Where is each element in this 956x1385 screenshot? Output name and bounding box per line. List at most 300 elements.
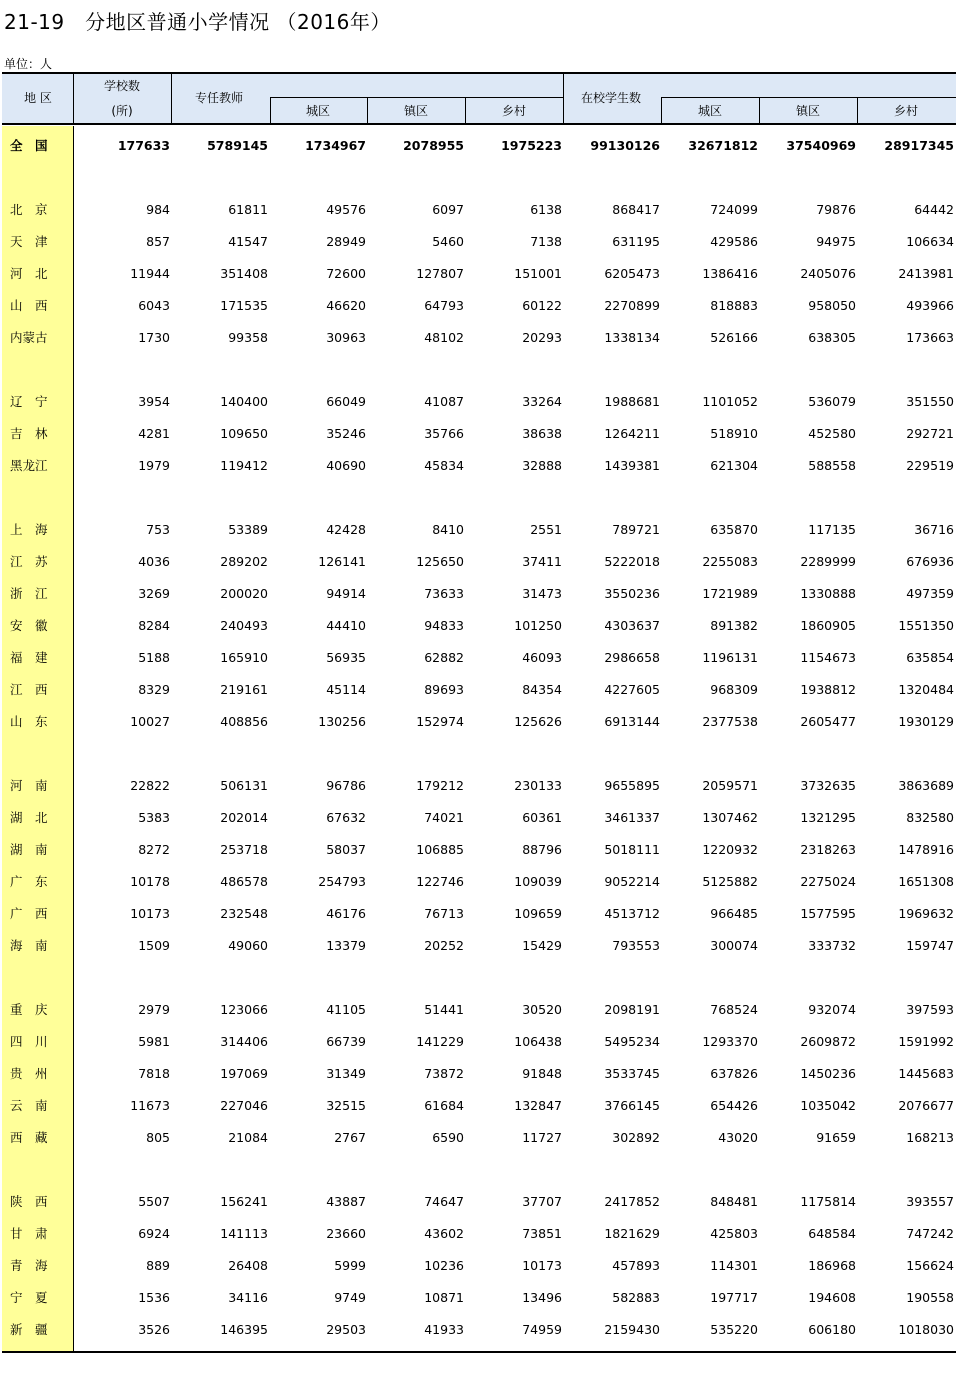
value-cell: 99358 (228, 330, 268, 345)
value-cell: 621304 (710, 458, 758, 473)
region-cell: 河 南 (10, 778, 48, 793)
value-cell: 125626 (514, 714, 562, 729)
value-cell: 48102 (424, 330, 464, 345)
value-cell: 40690 (326, 458, 366, 473)
value-cell: 232548 (220, 906, 268, 921)
header-teachers-urban: 城区 (305, 104, 331, 118)
value-cell: 74021 (424, 810, 464, 825)
value-cell: 857 (146, 234, 170, 249)
value-cell: 1988681 (604, 394, 660, 409)
value-cell: 23660 (326, 1226, 366, 1241)
value-cell: 35766 (424, 426, 464, 441)
value-cell: 3533745 (604, 1066, 660, 1081)
value-cell: 10173 (130, 906, 170, 921)
value-cell: 37411 (522, 554, 562, 569)
value-cell: 1386416 (702, 266, 758, 281)
value-cell: 72600 (326, 266, 366, 281)
value-cell: 1330888 (800, 586, 856, 601)
value-cell: 32515 (326, 1098, 366, 1113)
value-cell: 333732 (808, 938, 856, 953)
region-cell: 浙 江 (10, 586, 48, 601)
value-cell: 1730 (138, 330, 170, 345)
value-cell: 96786 (326, 778, 366, 793)
value-cell: 6205473 (604, 266, 660, 281)
value-cell: 41547 (228, 234, 268, 249)
header-students-urban: 城区 (697, 104, 723, 118)
value-cell: 73872 (424, 1066, 464, 1081)
value-cell: 535220 (710, 1322, 758, 1337)
value-cell: 31349 (326, 1066, 366, 1081)
value-cell: 302892 (612, 1130, 660, 1145)
value-cell: 74959 (522, 1322, 562, 1337)
value-cell: 94975 (816, 234, 856, 249)
value-cell: 6043 (138, 298, 170, 313)
value-cell: 4513712 (604, 906, 660, 921)
region-cell: 甘 肃 (10, 1226, 48, 1241)
value-cell: 3863689 (898, 778, 954, 793)
value-cell: 26408 (228, 1258, 268, 1273)
value-cell: 932074 (808, 1002, 856, 1017)
table-row (0, 296, 956, 316)
table-row (0, 1000, 956, 1020)
value-cell: 30963 (326, 330, 366, 345)
value-cell: 74647 (424, 1194, 464, 1209)
value-cell: 101250 (514, 618, 562, 633)
region-cell: 广 西 (10, 906, 48, 921)
value-cell: 122746 (416, 874, 464, 889)
value-cell: 2159430 (604, 1322, 660, 1337)
value-cell: 5383 (138, 810, 170, 825)
value-cell: 84354 (522, 682, 562, 697)
region-cell: 黑龙江 (10, 458, 48, 473)
value-cell: 190558 (906, 1290, 954, 1305)
value-cell: 1938812 (800, 682, 856, 697)
value-cell: 165910 (220, 650, 268, 665)
value-cell: 753 (146, 522, 170, 537)
value-cell: 140400 (220, 394, 268, 409)
region-cell: 陕 西 (10, 1194, 48, 1209)
region-cell: 宁 夏 (10, 1290, 48, 1305)
value-cell: 64442 (914, 202, 954, 217)
header-students-town: 镇区 (795, 104, 821, 118)
table-row (0, 776, 956, 796)
region-cell: 吉 林 (10, 426, 48, 441)
value-cell: 292721 (906, 426, 954, 441)
value-cell: 2059571 (702, 778, 758, 793)
value-cell: 635870 (710, 522, 758, 537)
value-cell: 6097 (432, 202, 464, 217)
value-cell: 5125882 (702, 874, 758, 889)
value-cell: 29503 (326, 1322, 366, 1337)
value-cell: 21084 (228, 1130, 268, 1145)
value-cell: 497359 (906, 586, 954, 601)
region-cell: 上 海 (10, 522, 48, 537)
value-cell: 10173 (522, 1258, 562, 1273)
value-cell: 2377538 (702, 714, 758, 729)
value-cell: 2979 (138, 1002, 170, 1017)
value-cell: 397593 (906, 1002, 954, 1017)
value-cell: 171535 (220, 298, 268, 313)
value-cell: 5460 (432, 234, 464, 249)
value-cell: 1338134 (604, 330, 660, 345)
value-cell: 8410 (432, 522, 464, 537)
table-row (0, 904, 956, 924)
value-cell: 486578 (220, 874, 268, 889)
value-cell: 3954 (138, 394, 170, 409)
value-cell: 3269 (138, 586, 170, 601)
table-row (0, 392, 956, 412)
value-cell: 28917345 (884, 138, 954, 153)
value-cell: 197717 (710, 1290, 758, 1305)
value-cell: 582883 (612, 1290, 660, 1305)
value-cell: 408856 (220, 714, 268, 729)
value-cell: 11944 (130, 266, 170, 281)
value-cell: 351550 (906, 394, 954, 409)
value-cell: 1450236 (800, 1066, 856, 1081)
header-teachers: 专任教师 (195, 91, 244, 105)
value-cell: 506131 (220, 778, 268, 793)
value-cell: 7818 (138, 1066, 170, 1081)
value-cell: 91848 (522, 1066, 562, 1081)
value-cell: 28949 (326, 234, 366, 249)
value-cell: 2605477 (800, 714, 856, 729)
value-cell: 2318263 (800, 842, 856, 857)
value-cell: 1320484 (898, 682, 954, 697)
value-cell: 848481 (710, 1194, 758, 1209)
value-cell: 1264211 (604, 426, 660, 441)
value-cell: 36716 (914, 522, 954, 537)
value-cell: 45834 (424, 458, 464, 473)
region-cell: 广 东 (10, 874, 48, 889)
region-cell: 江 西 (10, 682, 48, 697)
value-cell: 125650 (416, 554, 464, 569)
value-cell: 141229 (416, 1034, 464, 1049)
value-cell: 11673 (130, 1098, 170, 1113)
value-cell: 194608 (808, 1290, 856, 1305)
value-cell: 44410 (326, 618, 366, 633)
value-cell: 37540969 (786, 138, 856, 153)
value-cell: 6138 (530, 202, 562, 217)
value-cell: 89693 (424, 682, 464, 697)
value-cell: 1734967 (305, 138, 366, 153)
value-cell: 4303637 (604, 618, 660, 633)
value-cell: 106634 (906, 234, 954, 249)
region-cell: 辽 宁 (10, 394, 48, 409)
value-cell: 2413981 (898, 266, 954, 281)
region-cell: 青 海 (10, 1258, 48, 1273)
value-cell: 2098191 (604, 1002, 660, 1017)
value-cell: 5188 (138, 650, 170, 665)
value-cell: 127807 (416, 266, 464, 281)
value-cell: 32888 (522, 458, 562, 473)
region-cell: 新 疆 (10, 1322, 48, 1337)
header-schools: 学校数 (103, 79, 141, 93)
table-row (0, 872, 956, 892)
value-cell: 289202 (220, 554, 268, 569)
value-cell: 7138 (530, 234, 562, 249)
region-cell: 北 京 (10, 202, 48, 217)
value-cell: 8329 (138, 682, 170, 697)
value-cell: 123066 (220, 1002, 268, 1017)
table-row (0, 680, 956, 700)
region-cell: 山 东 (10, 714, 48, 729)
value-cell: 1439381 (604, 458, 660, 473)
region-cell: 云 南 (10, 1098, 48, 1113)
value-cell: 88796 (522, 842, 562, 857)
value-cell: 61684 (424, 1098, 464, 1113)
value-cell: 43020 (718, 1130, 758, 1145)
value-cell: 526166 (710, 330, 758, 345)
header-students-rural: 乡村 (893, 104, 919, 118)
value-cell: 49576 (326, 202, 366, 217)
header-teachers-town: 镇区 (403, 104, 429, 118)
table-row (0, 808, 956, 828)
value-cell: 5789145 (207, 138, 268, 153)
value-cell: 240493 (220, 618, 268, 633)
value-cell: 33264 (522, 394, 562, 409)
value-cell: 177633 (117, 138, 170, 153)
value-cell: 1307462 (702, 810, 758, 825)
value-cell: 5222018 (604, 554, 660, 569)
table-row (0, 1096, 956, 1116)
value-cell: 637826 (710, 1066, 758, 1081)
value-cell: 46093 (522, 650, 562, 665)
value-cell: 94833 (424, 618, 464, 633)
value-cell: 91659 (816, 1130, 856, 1145)
value-cell: 1321295 (800, 810, 856, 825)
value-cell: 2289999 (800, 554, 856, 569)
value-cell: 747242 (906, 1226, 954, 1241)
value-cell: 114301 (710, 1258, 758, 1273)
value-cell: 1821629 (604, 1226, 660, 1241)
value-cell: 186968 (808, 1258, 856, 1273)
value-cell: 10178 (130, 874, 170, 889)
value-cell: 229519 (906, 458, 954, 473)
region-cell: 四 川 (10, 1034, 48, 1049)
region-cell: 湖 南 (10, 842, 48, 857)
value-cell: 10871 (424, 1290, 464, 1305)
value-cell: 2986658 (604, 650, 660, 665)
table-row (0, 1288, 956, 1308)
value-cell: 31473 (522, 586, 562, 601)
value-cell: 635854 (906, 650, 954, 665)
value-cell: 197069 (220, 1066, 268, 1081)
value-cell: 119412 (220, 458, 268, 473)
value-cell: 5507 (138, 1194, 170, 1209)
value-cell: 1478916 (898, 842, 954, 857)
region-cell: 福 建 (10, 650, 48, 665)
value-cell: 56935 (326, 650, 366, 665)
table-row (0, 424, 956, 444)
value-cell: 99130126 (590, 138, 660, 153)
value-cell: 2767 (334, 1130, 366, 1145)
value-cell: 984 (146, 202, 170, 217)
value-cell: 300074 (710, 938, 758, 953)
value-cell: 818883 (710, 298, 758, 313)
header-region: 地 区 (24, 91, 52, 105)
value-cell: 9655895 (604, 778, 660, 793)
value-cell: 58037 (326, 842, 366, 857)
table-row (0, 264, 956, 284)
value-cell: 724099 (710, 202, 758, 217)
value-cell: 30520 (522, 1002, 562, 1017)
table-row (0, 520, 956, 540)
value-cell: 805 (146, 1130, 170, 1145)
header-schools-unit: (所) (111, 104, 133, 118)
region-cell: 重 庆 (10, 1002, 48, 1017)
value-cell: 429586 (710, 234, 758, 249)
value-cell: 200020 (220, 586, 268, 601)
value-cell: 42428 (326, 522, 366, 537)
value-cell: 9052214 (604, 874, 660, 889)
value-cell: 789721 (612, 522, 660, 537)
value-cell: 61811 (228, 202, 268, 217)
value-cell: 8272 (138, 842, 170, 857)
value-cell: 43602 (424, 1226, 464, 1241)
value-cell: 1035042 (800, 1098, 856, 1113)
value-cell: 2551 (530, 522, 562, 537)
value-cell: 518910 (710, 426, 758, 441)
value-cell: 768524 (710, 1002, 758, 1017)
value-cell: 5981 (138, 1034, 170, 1049)
value-cell: 202014 (220, 810, 268, 825)
table-row (0, 648, 956, 668)
unit-label: 单位：人 (4, 57, 53, 71)
value-cell: 1154673 (800, 650, 856, 665)
value-cell: 45114 (326, 682, 366, 697)
value-cell: 38638 (522, 426, 562, 441)
value-cell: 41933 (424, 1322, 464, 1337)
value-cell: 2076677 (898, 1098, 954, 1113)
value-cell: 9749 (334, 1290, 366, 1305)
value-cell: 1975223 (501, 138, 562, 153)
value-cell: 227046 (220, 1098, 268, 1113)
value-cell: 254793 (318, 874, 366, 889)
table-row (0, 1224, 956, 1244)
table-row (0, 1256, 956, 1276)
value-cell: 20252 (424, 938, 464, 953)
value-cell: 1721989 (702, 586, 758, 601)
value-cell: 64793 (424, 298, 464, 313)
value-cell: 46620 (326, 298, 366, 313)
table-row (0, 1032, 956, 1052)
value-cell: 8284 (138, 618, 170, 633)
table-row (0, 136, 956, 156)
value-cell: 4227605 (604, 682, 660, 697)
table-row (0, 232, 956, 252)
value-cell: 152974 (416, 714, 464, 729)
value-cell: 73633 (424, 586, 464, 601)
value-cell: 126141 (318, 554, 366, 569)
value-cell: 1536 (138, 1290, 170, 1305)
header-students: 在校学生数 (581, 91, 642, 105)
value-cell: 2078955 (403, 138, 464, 153)
value-cell: 1018030 (898, 1322, 954, 1337)
value-cell: 1930129 (898, 714, 954, 729)
value-cell: 1101052 (702, 394, 758, 409)
value-cell: 11727 (522, 1130, 562, 1145)
value-cell: 832580 (906, 810, 954, 825)
region-cell: 内蒙古 (10, 330, 48, 345)
value-cell: 2270899 (604, 298, 660, 313)
region-cell: 西 藏 (10, 1130, 48, 1145)
value-cell: 536079 (808, 394, 856, 409)
value-cell: 5999 (334, 1258, 366, 1273)
value-cell: 109039 (514, 874, 562, 889)
value-cell: 219161 (220, 682, 268, 697)
value-cell: 6924 (138, 1226, 170, 1241)
value-cell: 3550236 (604, 586, 660, 601)
table-row (0, 840, 956, 860)
value-cell: 66049 (326, 394, 366, 409)
value-cell: 891382 (710, 618, 758, 633)
value-cell: 230133 (514, 778, 562, 793)
region-cell: 湖 北 (10, 810, 48, 825)
value-cell: 588558 (808, 458, 856, 473)
value-cell: 159747 (906, 938, 954, 953)
value-cell: 2609872 (800, 1034, 856, 1049)
value-cell: 109659 (514, 906, 562, 921)
region-cell: 安 徽 (10, 618, 48, 633)
value-cell: 351408 (220, 266, 268, 281)
value-cell: 253718 (220, 842, 268, 857)
value-cell: 13379 (326, 938, 366, 953)
value-cell: 3732635 (800, 778, 856, 793)
table-row (0, 1128, 956, 1148)
value-cell: 51441 (424, 1002, 464, 1017)
table-row (0, 936, 956, 956)
table-row (0, 200, 956, 220)
value-cell: 15429 (522, 938, 562, 953)
value-cell: 6913144 (604, 714, 660, 729)
value-cell: 1196131 (702, 650, 758, 665)
table-row (0, 552, 956, 572)
value-cell: 868417 (612, 202, 660, 217)
value-cell: 156241 (220, 1194, 268, 1209)
value-cell: 1591992 (898, 1034, 954, 1049)
value-cell: 13496 (522, 1290, 562, 1305)
table-row (0, 456, 956, 476)
value-cell: 5495234 (604, 1034, 660, 1049)
value-cell: 793553 (612, 938, 660, 953)
value-cell: 66739 (326, 1034, 366, 1049)
value-cell: 1577595 (800, 906, 856, 921)
value-cell: 889 (146, 1258, 170, 1273)
value-cell: 5018111 (604, 842, 660, 857)
header-teachers-rural: 乡村 (501, 104, 527, 118)
value-cell: 168213 (906, 1130, 954, 1145)
value-cell: 4281 (138, 426, 170, 441)
value-cell: 493966 (906, 298, 954, 313)
value-cell: 606180 (808, 1322, 856, 1337)
value-cell: 425803 (710, 1226, 758, 1241)
value-cell: 173663 (906, 330, 954, 345)
value-cell: 94914 (326, 586, 366, 601)
value-cell: 3526 (138, 1322, 170, 1337)
region-cell: 天 津 (10, 234, 48, 249)
value-cell: 156624 (906, 1258, 954, 1273)
value-cell: 35246 (326, 426, 366, 441)
value-cell: 62882 (424, 650, 464, 665)
value-cell: 2417852 (604, 1194, 660, 1209)
value-cell: 10236 (424, 1258, 464, 1273)
value-cell: 6590 (432, 1130, 464, 1145)
value-cell: 1979 (138, 458, 170, 473)
value-cell: 46176 (326, 906, 366, 921)
value-cell: 3461337 (604, 810, 660, 825)
value-cell: 106438 (514, 1034, 562, 1049)
value-cell: 1860905 (800, 618, 856, 633)
